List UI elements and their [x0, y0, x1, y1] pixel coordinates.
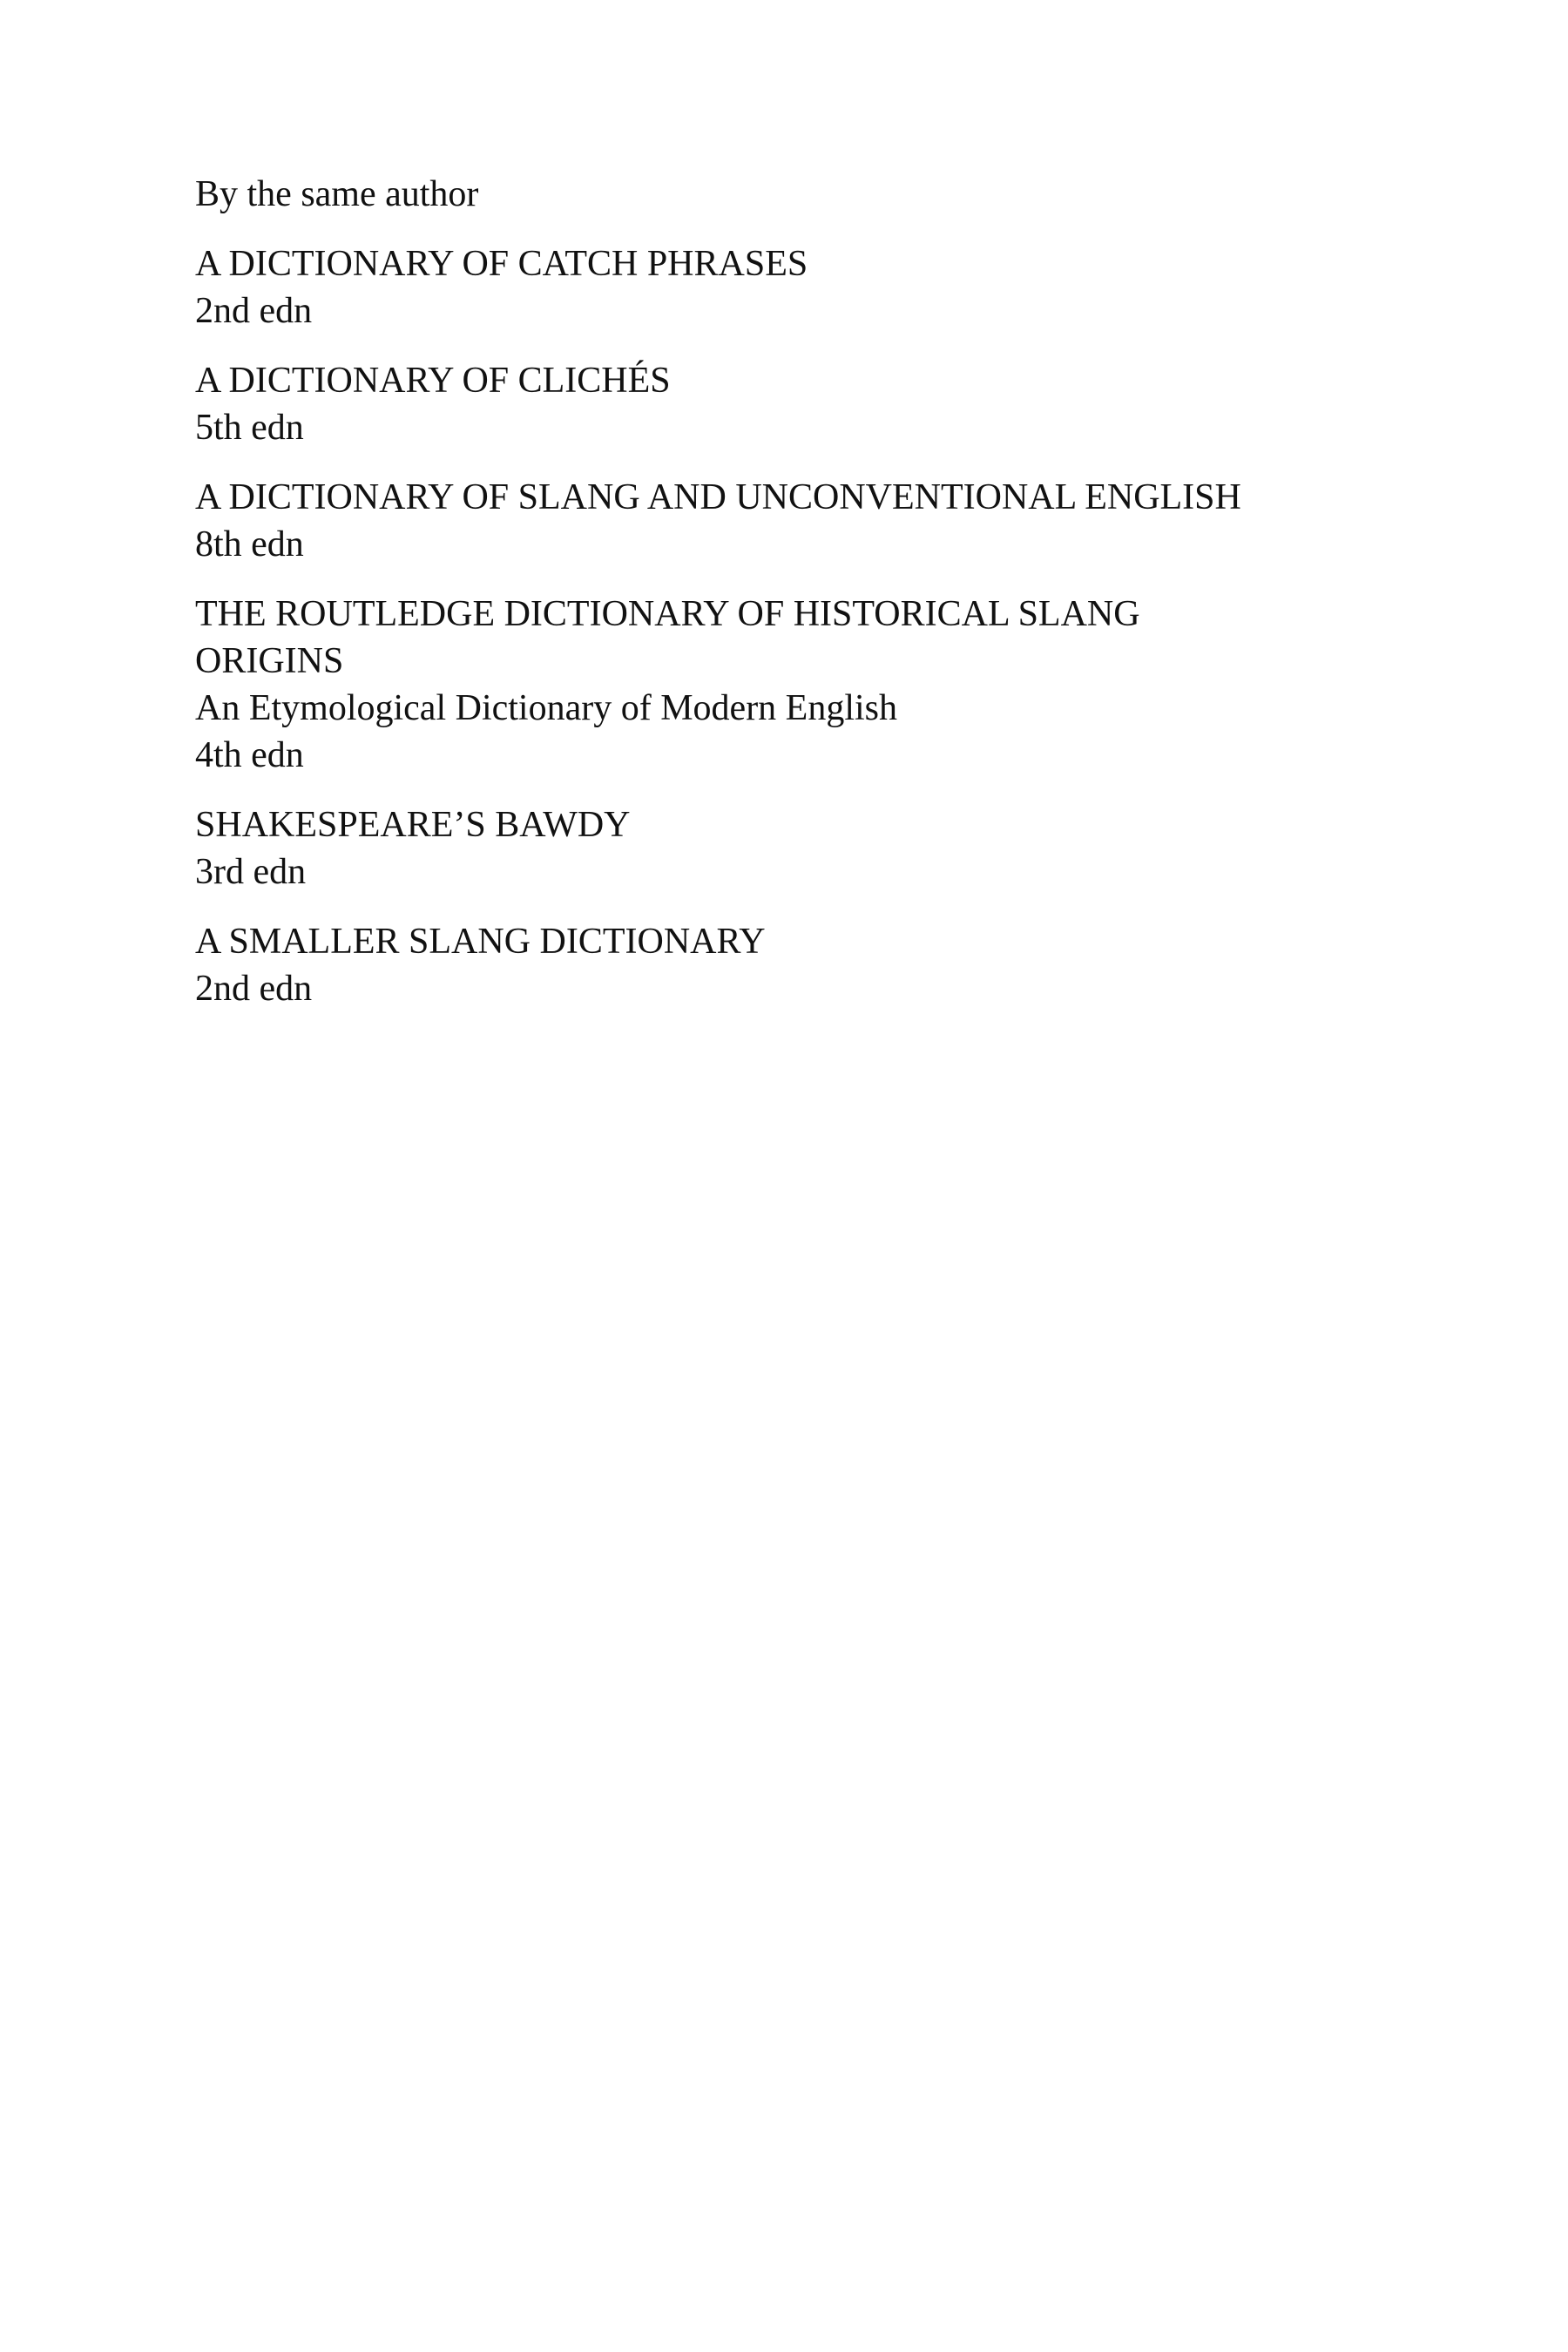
book-entry — [195, 474, 1432, 568]
book-entry — [195, 357, 1432, 451]
book-title-continued: ORIGINS — [195, 641, 344, 681]
also-by-author-list — [195, 171, 1432, 1035]
book-title: A DICTIONARY OF SLANG AND UNCONVENTIONAL ENGLISH — [195, 477, 1241, 517]
book-title: A DICTIONARY OF CATCH PHRASES — [195, 244, 808, 284]
book-edition: 3rd edn — [195, 852, 307, 892]
book-entry — [195, 591, 1432, 779]
book-edition: 4th edn — [195, 735, 304, 775]
book-edition: 5th edn — [195, 408, 304, 448]
book-title: THE ROUTLEDGE DICTIONARY OF HISTORICAL SLANG — [195, 594, 1140, 634]
book-edition: 2nd edn — [195, 291, 313, 331]
book-subtitle: An Etymological Dictionary of Modern English — [195, 688, 898, 728]
book-entry — [195, 801, 1432, 896]
book-entry — [195, 918, 1432, 1012]
book-edition: 8th edn — [195, 524, 304, 564]
book-entry — [195, 240, 1432, 335]
book-title: SHAKESPEARE’S BAWDY — [195, 805, 631, 845]
page-heading: By the same author — [195, 174, 479, 214]
book-edition: 2nd edn — [195, 969, 313, 1009]
book-title: A SMALLER SLANG DICTIONARY — [195, 922, 766, 962]
book-title: A DICTIONARY OF CLICHÉS — [195, 361, 671, 401]
